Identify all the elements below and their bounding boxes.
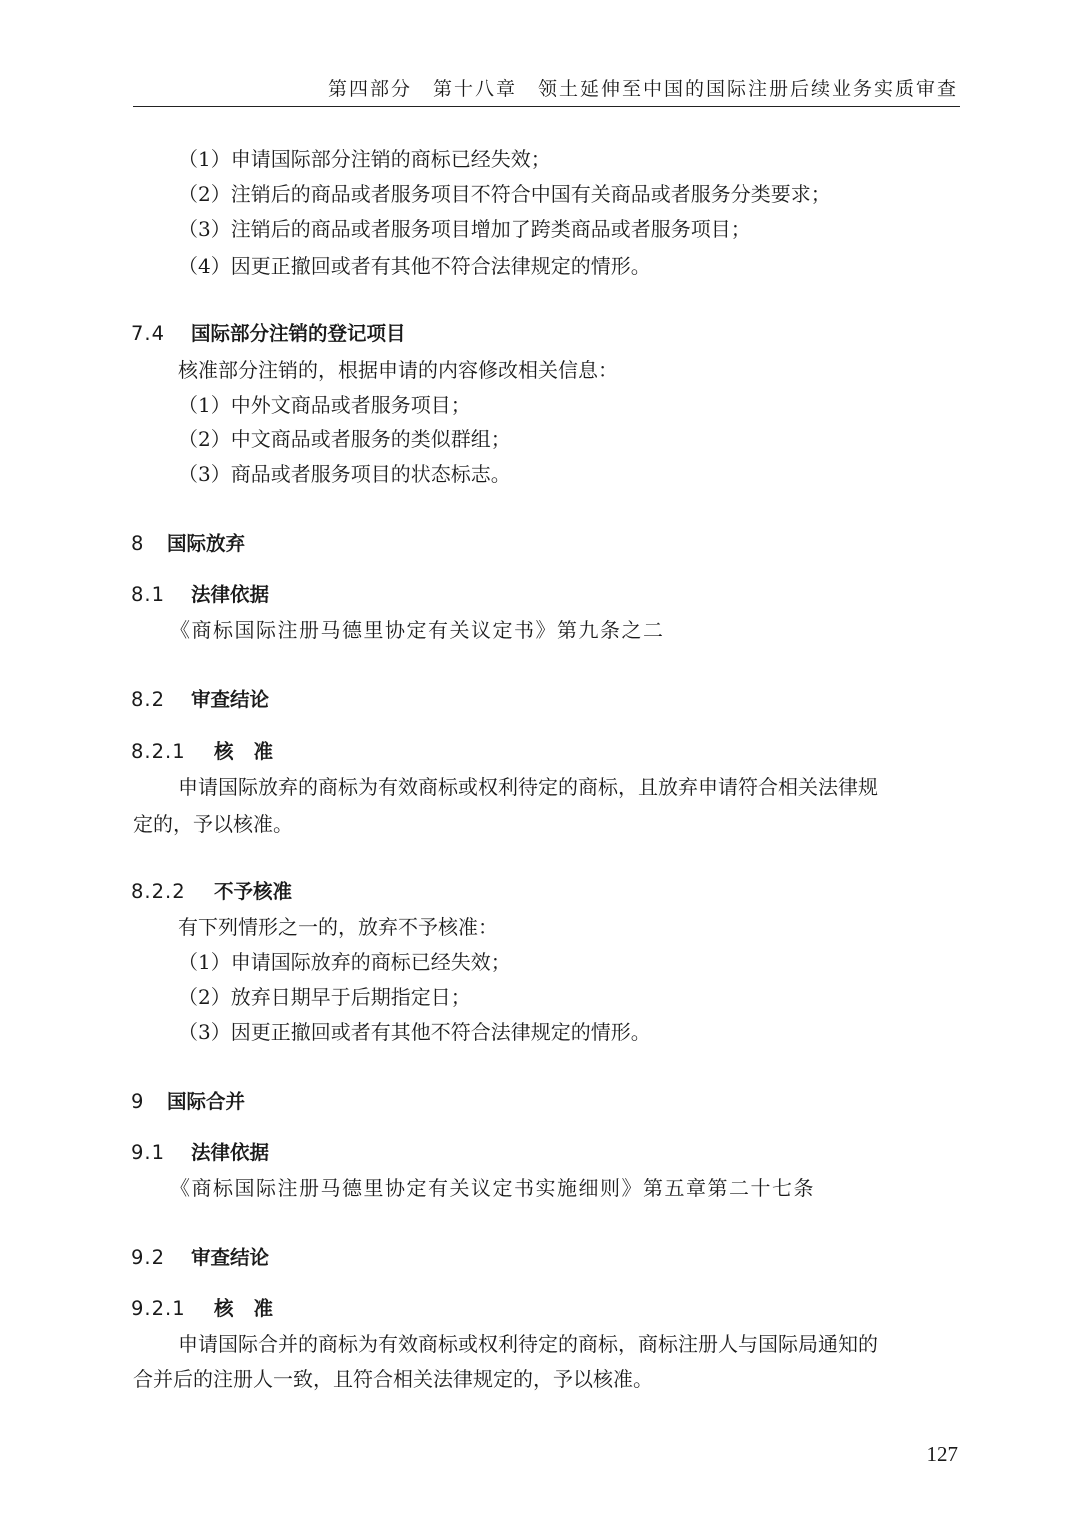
list-item: （2）注销后的商品或者服务项目不符合中国有关商品或者服务分类要求； [178,182,831,206]
paragraph: 核准部分注销的，根据申请的内容修改相关信息： [178,358,618,382]
section-title: 国际部分注销的登记项目 [191,322,406,345]
paragraph-line: 申请国际合并的商标为有效商标或权利待定的商标，商标注册人与国际局通知的 [178,1332,878,1356]
section-heading-9-1 [131,1139,269,1167]
list-item: （3）因更正撤回或者有其他不符合法律规定的情形。 [178,1020,651,1044]
section-heading-8-2 [131,686,269,714]
section-number: 8.2.1 [131,740,186,763]
section-heading-9 [131,1088,245,1116]
paragraph-line: 申请国际放弃的商标为有效商标或权利待定的商标，且放弃申请符合相关法律规 [178,775,878,799]
section-number: 9.2 [131,1246,166,1269]
list-item: （1）中外文商品或者服务项目； [178,393,471,417]
list-item: （3）注销后的商品或者服务项目增加了跨类商品或者服务项目； [178,217,751,241]
page-number: 127 [926,1442,958,1466]
section-heading-8-2-2 [131,878,292,906]
paragraph: 有下列情形之一的，放弃不予核准： [178,915,498,939]
list-item: （1）申请国际部分注销的商标已经失效； [178,147,551,171]
section-number: 8.2.2 [131,880,186,903]
section-title: 核准 [214,1297,294,1320]
section-heading-8-2-1 [131,738,293,766]
list-item: （2）放弃日期早于后期指定日； [178,985,471,1009]
section-title: 国际合并 [167,1090,246,1113]
section-number: 8.2 [131,688,166,711]
section-title: 核准 [214,740,294,763]
section-heading-7-4 [131,320,406,348]
list-item: （3）商品或者服务项目的状态标志。 [178,462,511,486]
section-number: 9 [131,1090,145,1113]
list-item: （2）中文商品或者服务的类似群组； [178,427,511,451]
list-item: （4）因更正撤回或者有其他不符合法律规定的情形。 [178,254,651,278]
paragraph-line: 合并后的注册人一致，且符合相关法律规定的，予以核准。 [133,1367,653,1391]
section-title: 审查结论 [191,1246,270,1269]
section-heading-9-2 [131,1244,269,1272]
section-number: 9.2.1 [131,1297,186,1320]
running-header [133,70,960,107]
section-title: 国际放弃 [167,532,246,555]
list-item: （1）申请国际放弃的商标已经失效； [178,950,511,974]
paragraph-line: 定的，予以核准。 [133,812,293,836]
section-number: 8.1 [131,583,166,606]
section-number: 9.1 [131,1141,166,1164]
header-title: 第四部分 第十八章 领土延伸至中国的国际注册后续业务实质审查 [327,78,958,100]
legal-reference: 《商标国际注册马德里协定有关议定书实施细则》第五章第二十七条 [170,1176,815,1200]
section-title: 法律依据 [191,1141,270,1164]
section-heading-8 [131,530,245,558]
section-heading-8-1 [131,581,269,609]
section-number: 7.4 [131,322,166,345]
section-heading-9-2-1 [131,1295,293,1323]
section-title: 法律依据 [191,583,270,606]
section-title: 不予核准 [214,880,293,903]
section-title: 审查结论 [191,688,270,711]
legal-reference: 《商标国际注册马德里协定有关议定书》第九条之二 [170,618,665,642]
section-number: 8 [131,532,145,555]
